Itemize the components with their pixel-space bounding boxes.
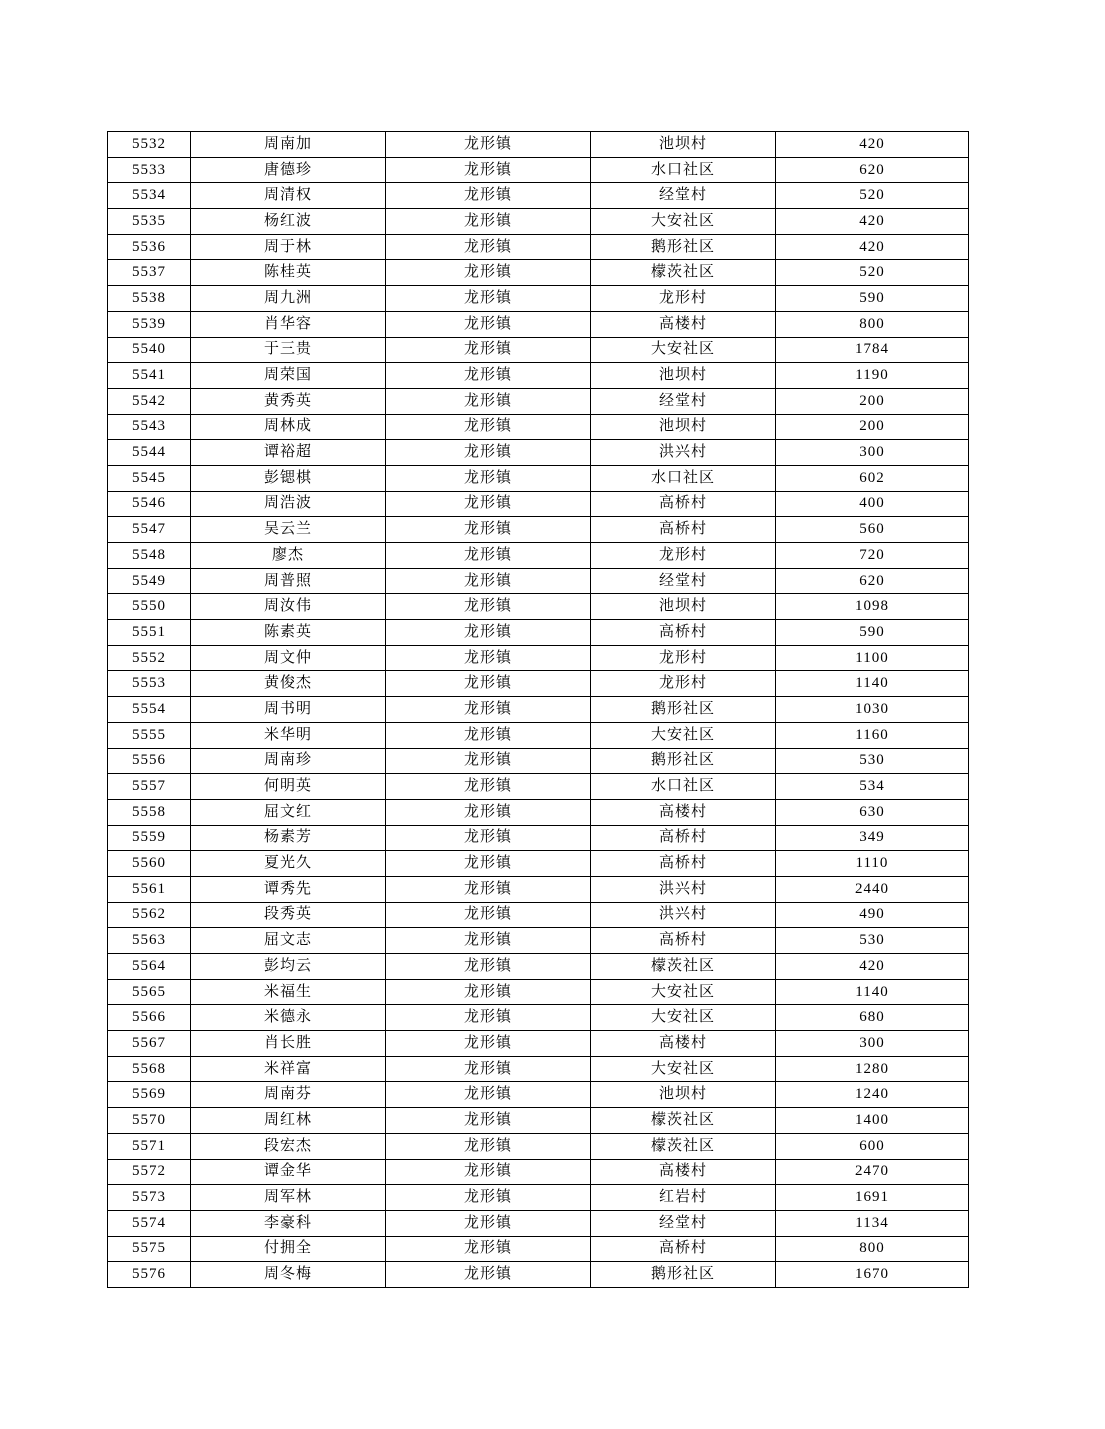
table-row (108, 440, 969, 466)
cell-village: 池坝村 (591, 594, 776, 620)
cell-amount: 1140 (776, 979, 969, 1005)
cell-name: 李豪科 (191, 1210, 386, 1236)
cell-village: 鹅形社区 (591, 234, 776, 260)
cell-id: 5548 (108, 543, 191, 569)
cell-amount: 630 (776, 799, 969, 825)
cell-village: 池坝村 (591, 363, 776, 389)
cell-amount: 1784 (776, 337, 969, 363)
cell-town: 龙形镇 (386, 1185, 591, 1211)
table-row (108, 517, 969, 543)
cell-id: 5537 (108, 260, 191, 286)
cell-village: 大安社区 (591, 722, 776, 748)
table-row (108, 748, 969, 774)
cell-name: 唐德珍 (191, 157, 386, 183)
cell-village: 高桥村 (591, 620, 776, 646)
cell-village: 水口社区 (591, 465, 776, 491)
cell-town: 龙形镇 (386, 414, 591, 440)
cell-village: 高楼村 (591, 1031, 776, 1057)
table-body (108, 132, 969, 1288)
cell-amount: 560 (776, 517, 969, 543)
cell-id: 5544 (108, 440, 191, 466)
cell-village: 水口社区 (591, 774, 776, 800)
cell-id: 5539 (108, 311, 191, 337)
cell-amount: 600 (776, 1133, 969, 1159)
cell-name: 廖杰 (191, 543, 386, 569)
cell-id: 5549 (108, 568, 191, 594)
cell-id: 5556 (108, 748, 191, 774)
cell-town: 龙形镇 (386, 1210, 591, 1236)
cell-id: 5565 (108, 979, 191, 1005)
cell-town: 龙形镇 (386, 337, 591, 363)
cell-village: 檬茨社区 (591, 1108, 776, 1134)
cell-name: 周林成 (191, 414, 386, 440)
cell-id: 5535 (108, 209, 191, 235)
cell-id: 5532 (108, 132, 191, 158)
cell-village: 鹅形社区 (591, 748, 776, 774)
cell-id: 5547 (108, 517, 191, 543)
cell-name: 周九洲 (191, 286, 386, 312)
table-row (108, 1056, 969, 1082)
cell-village: 池坝村 (591, 414, 776, 440)
cell-town: 龙形镇 (386, 1082, 591, 1108)
table-row (108, 1133, 969, 1159)
cell-amount: 1134 (776, 1210, 969, 1236)
table-row (108, 465, 969, 491)
cell-town: 龙形镇 (386, 876, 591, 902)
cell-id: 5564 (108, 954, 191, 980)
cell-village: 大安社区 (591, 1005, 776, 1031)
cell-id: 5576 (108, 1262, 191, 1288)
cell-village: 龙形村 (591, 286, 776, 312)
cell-village: 经堂村 (591, 183, 776, 209)
cell-village: 高楼村 (591, 1159, 776, 1185)
table-row (108, 543, 969, 569)
cell-name: 谭金华 (191, 1159, 386, 1185)
cell-town: 龙形镇 (386, 825, 591, 851)
cell-village: 檬茨社区 (591, 260, 776, 286)
cell-town: 龙形镇 (386, 594, 591, 620)
cell-town: 龙形镇 (386, 363, 591, 389)
cell-name: 夏光久 (191, 851, 386, 877)
table-row (108, 363, 969, 389)
cell-name: 屈文志 (191, 928, 386, 954)
cell-town: 龙形镇 (386, 517, 591, 543)
cell-name: 周汝伟 (191, 594, 386, 620)
cell-amount: 1670 (776, 1262, 969, 1288)
cell-town: 龙形镇 (386, 954, 591, 980)
cell-town: 龙形镇 (386, 748, 591, 774)
cell-amount: 420 (776, 234, 969, 260)
cell-village: 经堂村 (591, 388, 776, 414)
cell-id: 5533 (108, 157, 191, 183)
table-row (108, 1005, 969, 1031)
cell-amount: 1280 (776, 1056, 969, 1082)
cell-town: 龙形镇 (386, 1031, 591, 1057)
cell-town: 龙形镇 (386, 799, 591, 825)
cell-id: 5566 (108, 1005, 191, 1031)
cell-amount: 200 (776, 388, 969, 414)
cell-amount: 680 (776, 1005, 969, 1031)
cell-amount: 720 (776, 543, 969, 569)
cell-name: 段秀英 (191, 902, 386, 928)
cell-id: 5550 (108, 594, 191, 620)
cell-id: 5557 (108, 774, 191, 800)
cell-name: 周书明 (191, 697, 386, 723)
table-row (108, 799, 969, 825)
cell-amount: 1400 (776, 1108, 969, 1134)
cell-village: 经堂村 (591, 1210, 776, 1236)
cell-name: 杨红波 (191, 209, 386, 235)
cell-village: 鹅形社区 (591, 1262, 776, 1288)
cell-town: 龙形镇 (386, 1133, 591, 1159)
cell-amount: 420 (776, 209, 969, 235)
cell-town: 龙形镇 (386, 234, 591, 260)
table-row (108, 851, 969, 877)
cell-id: 5542 (108, 388, 191, 414)
cell-village: 高桥村 (591, 1236, 776, 1262)
cell-name: 米祥富 (191, 1056, 386, 1082)
table-row (108, 876, 969, 902)
cell-town: 龙形镇 (386, 697, 591, 723)
cell-id: 5536 (108, 234, 191, 260)
cell-name: 周荣国 (191, 363, 386, 389)
cell-name: 米德永 (191, 1005, 386, 1031)
cell-amount: 420 (776, 132, 969, 158)
cell-amount: 620 (776, 157, 969, 183)
cell-name: 何明英 (191, 774, 386, 800)
table-row (108, 1262, 969, 1288)
cell-id: 5541 (108, 363, 191, 389)
cell-town: 龙形镇 (386, 1262, 591, 1288)
cell-amount: 800 (776, 1236, 969, 1262)
cell-name: 周普照 (191, 568, 386, 594)
cell-amount: 520 (776, 260, 969, 286)
cell-amount: 1140 (776, 671, 969, 697)
table-row (108, 234, 969, 260)
cell-name: 屈文红 (191, 799, 386, 825)
cell-id: 5559 (108, 825, 191, 851)
cell-name: 肖长胜 (191, 1031, 386, 1057)
cell-amount: 530 (776, 748, 969, 774)
records-table (107, 131, 969, 1288)
cell-village: 大安社区 (591, 1056, 776, 1082)
cell-id: 5552 (108, 645, 191, 671)
cell-id: 5545 (108, 465, 191, 491)
cell-amount: 2440 (776, 876, 969, 902)
cell-id: 5553 (108, 671, 191, 697)
cell-name: 彭均云 (191, 954, 386, 980)
table-row (108, 902, 969, 928)
table-row (108, 311, 969, 337)
cell-village: 龙形村 (591, 543, 776, 569)
cell-village: 洪兴村 (591, 876, 776, 902)
cell-amount: 1100 (776, 645, 969, 671)
cell-amount: 420 (776, 954, 969, 980)
cell-name: 周军林 (191, 1185, 386, 1211)
cell-amount: 349 (776, 825, 969, 851)
cell-name: 付拥全 (191, 1236, 386, 1262)
table-row (108, 1031, 969, 1057)
cell-name: 周文仲 (191, 645, 386, 671)
table-row (108, 491, 969, 517)
cell-id: 5540 (108, 337, 191, 363)
table-row (108, 825, 969, 851)
table-row (108, 157, 969, 183)
cell-town: 龙形镇 (386, 1108, 591, 1134)
cell-name: 陈桂英 (191, 260, 386, 286)
cell-village: 高楼村 (591, 311, 776, 337)
cell-village: 高桥村 (591, 517, 776, 543)
cell-name: 米福生 (191, 979, 386, 1005)
table-row (108, 954, 969, 980)
cell-town: 龙形镇 (386, 1236, 591, 1262)
cell-village: 大安社区 (591, 209, 776, 235)
cell-village: 高桥村 (591, 825, 776, 851)
cell-amount: 1240 (776, 1082, 969, 1108)
cell-id: 5558 (108, 799, 191, 825)
cell-amount: 1030 (776, 697, 969, 723)
cell-town: 龙形镇 (386, 491, 591, 517)
cell-town: 龙形镇 (386, 645, 591, 671)
cell-town: 龙形镇 (386, 543, 591, 569)
cell-village: 鹅形社区 (591, 697, 776, 723)
table-row (108, 568, 969, 594)
table-row (108, 671, 969, 697)
cell-name: 周于林 (191, 234, 386, 260)
table-row (108, 620, 969, 646)
cell-town: 龙形镇 (386, 774, 591, 800)
cell-id: 5571 (108, 1133, 191, 1159)
cell-town: 龙形镇 (386, 902, 591, 928)
table-row (108, 337, 969, 363)
cell-id: 5538 (108, 286, 191, 312)
cell-name: 周南芬 (191, 1082, 386, 1108)
cell-amount: 520 (776, 183, 969, 209)
cell-amount: 530 (776, 928, 969, 954)
cell-id: 5568 (108, 1056, 191, 1082)
table-row (108, 697, 969, 723)
cell-id: 5575 (108, 1236, 191, 1262)
table-row (108, 286, 969, 312)
table-row (108, 388, 969, 414)
cell-id: 5546 (108, 491, 191, 517)
cell-village: 洪兴村 (591, 902, 776, 928)
cell-village: 龙形村 (591, 645, 776, 671)
cell-village: 高桥村 (591, 851, 776, 877)
cell-town: 龙形镇 (386, 209, 591, 235)
cell-town: 龙形镇 (386, 157, 591, 183)
cell-amount: 1160 (776, 722, 969, 748)
cell-name: 吴云兰 (191, 517, 386, 543)
cell-amount: 1190 (776, 363, 969, 389)
cell-town: 龙形镇 (386, 183, 591, 209)
table-row (108, 1082, 969, 1108)
cell-town: 龙形镇 (386, 671, 591, 697)
cell-village: 高桥村 (591, 928, 776, 954)
cell-amount: 602 (776, 465, 969, 491)
table-row (108, 1108, 969, 1134)
cell-amount: 200 (776, 414, 969, 440)
cell-name: 彭锶棋 (191, 465, 386, 491)
cell-town: 龙形镇 (386, 722, 591, 748)
cell-village: 大安社区 (591, 979, 776, 1005)
cell-name: 谭秀先 (191, 876, 386, 902)
cell-name: 周红林 (191, 1108, 386, 1134)
table-row (108, 260, 969, 286)
cell-village: 池坝村 (591, 132, 776, 158)
cell-amount: 300 (776, 440, 969, 466)
cell-town: 龙形镇 (386, 465, 591, 491)
cell-name: 于三贵 (191, 337, 386, 363)
cell-amount: 590 (776, 286, 969, 312)
cell-name: 周南珍 (191, 748, 386, 774)
cell-town: 龙形镇 (386, 1159, 591, 1185)
cell-name: 周冬梅 (191, 1262, 386, 1288)
cell-town: 龙形镇 (386, 440, 591, 466)
cell-town: 龙形镇 (386, 568, 591, 594)
cell-amount: 490 (776, 902, 969, 928)
cell-name: 周南加 (191, 132, 386, 158)
cell-amount: 300 (776, 1031, 969, 1057)
cell-name: 谭裕超 (191, 440, 386, 466)
table-row (108, 1210, 969, 1236)
cell-amount: 620 (776, 568, 969, 594)
cell-village: 高楼村 (591, 799, 776, 825)
cell-name: 杨素芳 (191, 825, 386, 851)
table-row (108, 209, 969, 235)
cell-town: 龙形镇 (386, 979, 591, 1005)
cell-town: 龙形镇 (386, 1005, 591, 1031)
cell-id: 5543 (108, 414, 191, 440)
table-row (108, 928, 969, 954)
cell-id: 5572 (108, 1159, 191, 1185)
cell-amount: 1098 (776, 594, 969, 620)
cell-id: 5555 (108, 722, 191, 748)
table-row (108, 1159, 969, 1185)
cell-name: 段宏杰 (191, 1133, 386, 1159)
cell-id: 5551 (108, 620, 191, 646)
cell-village: 龙形村 (591, 671, 776, 697)
cell-town: 龙形镇 (386, 1056, 591, 1082)
cell-town: 龙形镇 (386, 928, 591, 954)
cell-amount: 534 (776, 774, 969, 800)
table-row (108, 1185, 969, 1211)
cell-id: 5570 (108, 1108, 191, 1134)
cell-name: 肖华容 (191, 311, 386, 337)
cell-name: 陈素英 (191, 620, 386, 646)
cell-name: 周浩波 (191, 491, 386, 517)
cell-village: 大安社区 (591, 337, 776, 363)
cell-amount: 1691 (776, 1185, 969, 1211)
cell-amount: 400 (776, 491, 969, 517)
table-row (108, 645, 969, 671)
cell-id: 5569 (108, 1082, 191, 1108)
cell-village: 高桥村 (591, 491, 776, 517)
cell-name: 周清权 (191, 183, 386, 209)
table-row (108, 1236, 969, 1262)
cell-name: 黄俊杰 (191, 671, 386, 697)
cell-town: 龙形镇 (386, 851, 591, 877)
cell-id: 5562 (108, 902, 191, 928)
cell-id: 5560 (108, 851, 191, 877)
table-row (108, 183, 969, 209)
cell-village: 红岩村 (591, 1185, 776, 1211)
cell-amount: 1110 (776, 851, 969, 877)
cell-village: 檬茨社区 (591, 1133, 776, 1159)
cell-amount: 590 (776, 620, 969, 646)
cell-amount: 2470 (776, 1159, 969, 1185)
cell-village: 檬茨社区 (591, 954, 776, 980)
table-row (108, 722, 969, 748)
cell-id: 5554 (108, 697, 191, 723)
cell-amount: 800 (776, 311, 969, 337)
cell-village: 经堂村 (591, 568, 776, 594)
cell-id: 5573 (108, 1185, 191, 1211)
cell-town: 龙形镇 (386, 132, 591, 158)
table-row (108, 594, 969, 620)
cell-id: 5567 (108, 1031, 191, 1057)
table-row (108, 979, 969, 1005)
cell-town: 龙形镇 (386, 311, 591, 337)
cell-town: 龙形镇 (386, 286, 591, 312)
cell-id: 5574 (108, 1210, 191, 1236)
cell-village: 水口社区 (591, 157, 776, 183)
table-row (108, 132, 969, 158)
cell-village: 洪兴村 (591, 440, 776, 466)
cell-town: 龙形镇 (386, 388, 591, 414)
cell-id: 5563 (108, 928, 191, 954)
cell-id: 5561 (108, 876, 191, 902)
cell-town: 龙形镇 (386, 620, 591, 646)
cell-town: 龙形镇 (386, 260, 591, 286)
table-row (108, 414, 969, 440)
table-row (108, 774, 969, 800)
cell-village: 池坝村 (591, 1082, 776, 1108)
cell-name: 米华明 (191, 722, 386, 748)
cell-name: 黄秀英 (191, 388, 386, 414)
cell-id: 5534 (108, 183, 191, 209)
